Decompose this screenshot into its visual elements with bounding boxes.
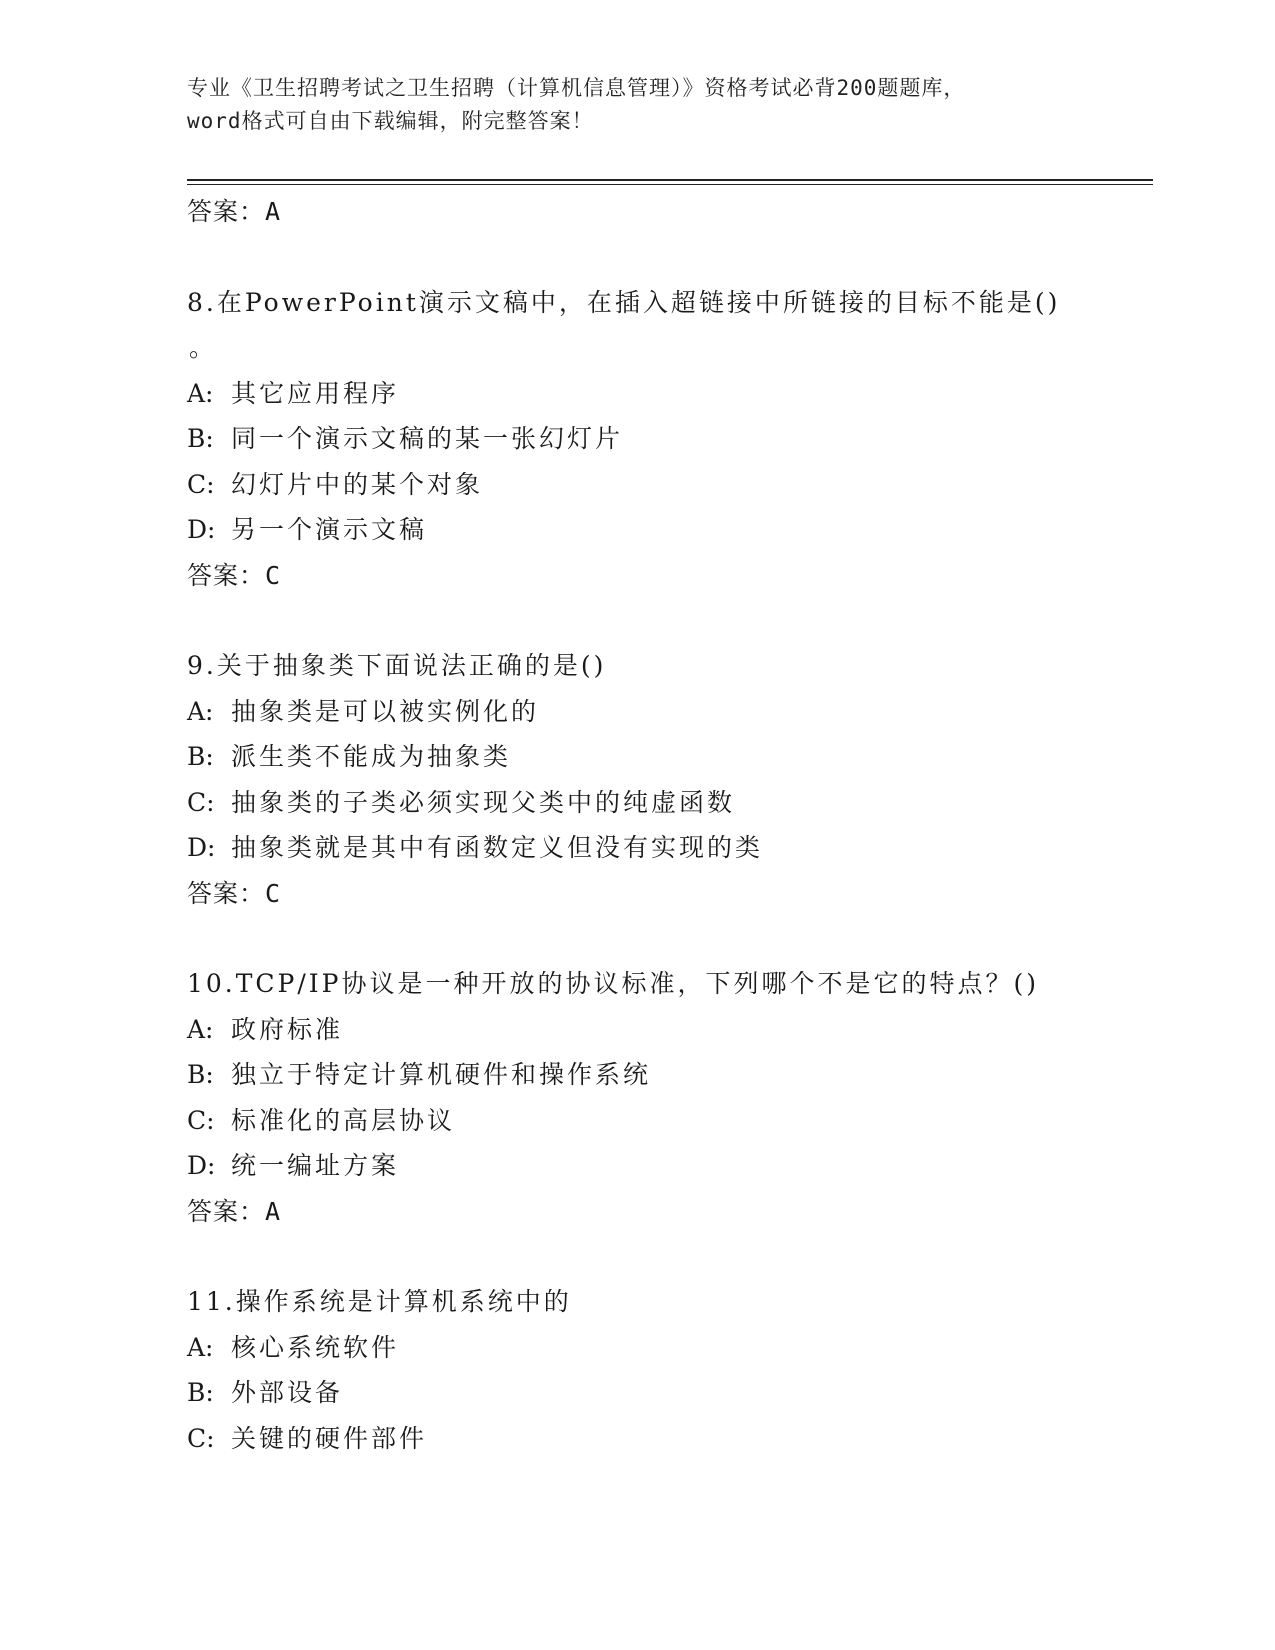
option-letter: A: [187, 378, 214, 408]
option-text: 幻灯片中的某个对象 [231, 469, 484, 499]
question-stem: 9.关于抽象类下面说法正确的是() [187, 651, 607, 680]
option-b [187, 1052, 1153, 1098]
option-letter: B: [187, 1060, 214, 1089]
question-stem: 10.TCP/IP协议是一种开放的协议标准，下列哪个不是它的特点？() [187, 969, 1040, 998]
spacer [187, 235, 1153, 280]
option-letter: D: [187, 1151, 216, 1180]
option-letter: B: [187, 742, 214, 771]
header-rule-thick [187, 179, 1153, 181]
question-content [187, 189, 1153, 1461]
document-header [187, 72, 1087, 138]
answer-line [187, 189, 1153, 235]
option-d [187, 507, 1153, 553]
answer-value: C [265, 878, 282, 908]
option-letter: A: [187, 1014, 214, 1044]
option-text: 抽象类是可以被实例化的 [231, 696, 540, 726]
option-c [187, 1416, 1153, 1462]
option-a [187, 371, 1153, 417]
option-a [187, 1325, 1153, 1371]
option-letter: B: [187, 1378, 214, 1407]
option-d [187, 1143, 1153, 1189]
option-a [187, 1007, 1153, 1053]
option-b [187, 1370, 1153, 1416]
spacer [187, 1234, 1153, 1279]
option-letter: C: [187, 469, 215, 499]
answer-line [187, 871, 1153, 917]
option-text: 统一编址方案 [231, 1151, 400, 1180]
option-letter: C: [187, 787, 215, 817]
option-b [187, 416, 1153, 462]
option-letter: B: [187, 424, 214, 453]
header-rule-thin [187, 184, 1153, 185]
option-a [187, 689, 1153, 735]
option-text: 其它应用程序 [231, 378, 400, 408]
option-text: 外部设备 [231, 1378, 344, 1407]
option-letter: D: [187, 833, 216, 862]
option-text: 独立于特定计算机硬件和操作系统 [231, 1060, 652, 1089]
question-stem-continuation: 。 [189, 333, 215, 362]
question-stem: 8.在PowerPoint演示文稿中，在插入超链接中所链接的目标不能是() [187, 287, 1061, 317]
header-line-1: 专业《卫生招聘考试之卫生招聘（计算机信息管理）》资格考试必背200题题库， [187, 76, 966, 100]
option-text: 政府标准 [231, 1014, 344, 1044]
option-letter: A: [187, 696, 214, 726]
option-text: 抽象类的子类必须实现父类中的纯虚函数 [231, 787, 736, 817]
option-c [187, 1098, 1153, 1144]
option-text: 另一个演示文稿 [231, 515, 428, 544]
option-text: 关键的硬件部件 [231, 1423, 428, 1453]
option-c [187, 780, 1153, 826]
answer-value: A [265, 197, 282, 226]
option-b [187, 734, 1153, 780]
option-letter: A: [187, 1332, 214, 1362]
question-stem: 11.操作系统是计算机系统中的 [187, 1287, 572, 1316]
option-d [187, 825, 1153, 871]
option-text: 抽象类就是其中有函数定义但没有实现的类 [231, 833, 764, 862]
option-text: 核心系统软件 [231, 1332, 400, 1362]
answer-label: 答案： [187, 878, 266, 908]
option-c [187, 462, 1153, 508]
option-text: 标准化的高层协议 [231, 1105, 456, 1135]
answer-line [187, 1189, 1153, 1235]
answer-line [187, 553, 1153, 599]
option-letter: D: [187, 515, 216, 544]
spacer [187, 916, 1153, 961]
option-letter: C: [187, 1423, 215, 1453]
option-text: 同一个演示文稿的某一张幻灯片 [231, 424, 624, 453]
answer-label: 答案： [187, 560, 266, 590]
header-line-2: word格式可自由下载编辑，附完整答案！ [187, 109, 594, 133]
spacer [187, 598, 1153, 643]
answer-label: 答案： [187, 1196, 266, 1226]
option-letter: C: [187, 1105, 215, 1135]
option-text: 派生类不能成为抽象类 [231, 742, 512, 771]
answer-label: 答案： [187, 197, 266, 226]
answer-value: C [265, 560, 282, 590]
answer-value: A [265, 1196, 282, 1226]
